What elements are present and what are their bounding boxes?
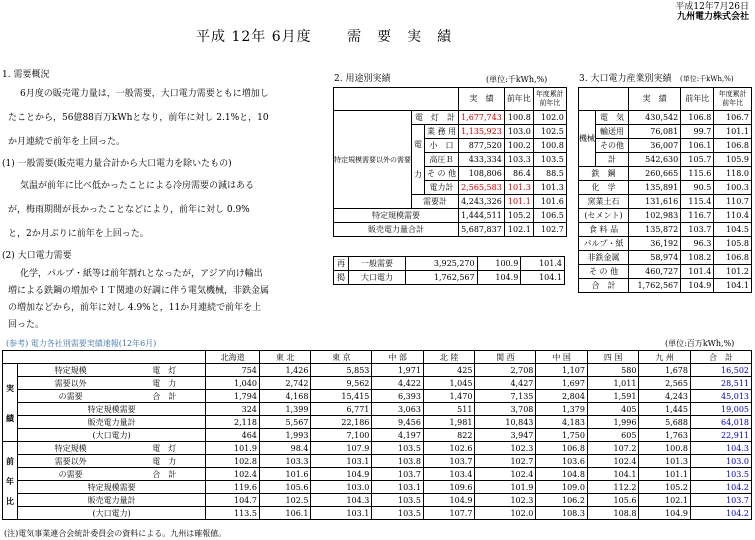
value-cell: 4,197 <box>372 429 424 442</box>
value-cell: 464 <box>206 429 260 442</box>
value-cell: 103.1 <box>372 481 424 494</box>
value-cell: 103.5 <box>372 442 424 455</box>
value-cell: 102.1 <box>639 494 691 507</box>
total-cell: 19,005 <box>690 403 751 416</box>
value-cell: 105.6 <box>587 494 639 507</box>
table-row: 鉄 鋼 260,665 115.6 118.0 <box>579 167 752 181</box>
value-cell: 102.4 <box>206 468 260 481</box>
section-3-unit: (単位:千kWh,%) <box>680 75 734 83</box>
table-row: 小 口 877,520 100.2 100.8 <box>334 139 567 153</box>
row-label: 特定規模 <box>18 364 124 377</box>
total-cell: 103.0 <box>690 455 751 468</box>
table-row: 再 一般需要 3,925,270 100.9 101.4 <box>334 257 565 271</box>
table-row <box>3 507 752 520</box>
value-cell: 101.9 <box>475 481 536 494</box>
subheading-1: (1) 一般需要(販売電力量合計から大口電力を除いたもの) <box>2 159 232 169</box>
industry-table <box>578 87 752 293</box>
value-cell: 4,243 <box>639 390 691 403</box>
group-label: 特定規模需要以外の需要 <box>334 111 412 209</box>
row-label: 特定規模 <box>18 442 124 455</box>
side-label <box>3 442 18 520</box>
section-1-text <box>2 68 328 334</box>
row-label: 販売電力量計 <box>18 416 206 429</box>
value-cell: 580 <box>587 364 639 377</box>
total-cell: 28,511 <box>690 377 751 390</box>
value-cell: 10,843 <box>475 416 536 429</box>
table-row <box>3 403 752 416</box>
value-cell: 104.1 <box>587 468 639 481</box>
value-cell: 5,567 <box>259 416 311 429</box>
company-name: 九州電力株式会社 <box>676 12 749 22</box>
value-cell: 98.4 <box>259 442 311 455</box>
table-row: 窯業土石 131,616 115.4 110.7 <box>579 195 752 209</box>
value-cell: 4,168 <box>259 390 311 403</box>
value-cell: 101.3 <box>639 455 691 468</box>
value-cell: 109.0 <box>536 481 588 494</box>
value-cell: 112.2 <box>587 481 639 494</box>
value-cell: 15,415 <box>311 390 372 403</box>
side-label-char: 実 <box>6 382 14 393</box>
value-cell: 103.5 <box>372 507 424 520</box>
value-cell: 1,763 <box>639 429 691 442</box>
row-sublabel: 電 灯 <box>123 364 206 377</box>
table-row <box>3 455 752 468</box>
section-4-unit: (単位:百万kWh,%) <box>665 339 735 348</box>
table-row <box>3 416 752 429</box>
value-cell: 605 <box>587 429 639 442</box>
table-row: 合 計 1,762,567 104.9 104.1 <box>579 279 752 293</box>
value-cell: 113.5 <box>206 507 260 520</box>
value-cell: 106.2 <box>536 494 588 507</box>
value-cell: 102.6 <box>423 442 475 455</box>
value-cell: 102.5 <box>259 494 311 507</box>
total-cell: 104.2 <box>690 481 751 494</box>
table-row: その他 36,007 106.1 106.8 <box>579 139 752 153</box>
value-cell: 1,993 <box>259 429 311 442</box>
value-cell: 109.6 <box>423 481 475 494</box>
value-cell: 3,947 <box>475 429 536 442</box>
value-cell: 1,045 <box>423 377 475 390</box>
section-2-heading: 2. 用途別実績 <box>334 74 391 84</box>
value-cell: 107.2 <box>587 442 639 455</box>
table-row <box>3 390 752 403</box>
table-row: 需要計 4,243,326 101.1 101.6 <box>334 195 567 209</box>
value-cell: 1,379 <box>536 403 588 416</box>
value-cell: 9,562 <box>311 377 372 390</box>
value-cell: 511 <box>423 403 475 416</box>
total-cell: 104.2 <box>690 507 751 520</box>
table-row: 特定規模需要以外の需要 電 灯 計 1,677,743 100.8 102.0 <box>334 111 567 125</box>
company-header-row: 北海道 東 北 東 京 中 部 北 陸 関 西 中 国 四 国 九 州 合 計 <box>3 351 752 364</box>
value-cell: 6,771 <box>311 403 372 416</box>
value-cell: 324 <box>206 403 260 416</box>
value-cell: 108.3 <box>536 507 588 520</box>
table-row: 化 学 135,891 90.5 100.3 <box>579 181 752 195</box>
value-cell: 1,697 <box>536 377 588 390</box>
value-cell: 425 <box>423 364 475 377</box>
value-cell: 103.6 <box>536 455 588 468</box>
table-row: 高圧Ｂ 433,334 103.3 103.5 <box>334 153 567 167</box>
value-cell: 1,426 <box>259 364 311 377</box>
value-cell: 103.7 <box>423 455 475 468</box>
value-cell: 101.6 <box>259 468 311 481</box>
side-label-char: 績 <box>6 412 14 423</box>
total-cell: 64,018 <box>690 416 751 429</box>
table-row: 電力計 2,565,583 101.3 101.3 <box>334 181 567 195</box>
table-row: そ の 他 460,727 101.4 101.2 <box>579 265 752 279</box>
para-3: 化学，パルプ・紙等は前年割れとなったが，アジア向け輸出 増による鉄鋼の増加やＩＴ関連の好調に伴う電気機械，非鉄金属 の増加などから，前年に対し 4.9%と，11か月連続で前年を上 回った。 <box>8 269 270 330</box>
value-cell: 119.6 <box>206 481 260 494</box>
value-cell: 1,591 <box>587 390 639 403</box>
value-cell: 1,996 <box>587 416 639 429</box>
value-cell: 5,853 <box>311 364 372 377</box>
table-row <box>3 481 752 494</box>
value-cell: 1,011 <box>587 377 639 390</box>
value-cell: 5,688 <box>639 416 691 429</box>
section-4-heading: (参考) 電力各社別需要実績速報(12年6月) <box>6 339 157 348</box>
table-row: 非鉄金属 58,974 108.2 106.8 <box>579 251 752 265</box>
table-row: 機械 電 気 430,542 106.8 106.7 <box>579 111 752 125</box>
value-cell: 101.9 <box>206 442 260 455</box>
value-cell: 104.9 <box>423 494 475 507</box>
company-table <box>2 350 752 520</box>
row-sublabel: 合 計 <box>123 468 206 481</box>
value-cell: 1,107 <box>536 364 588 377</box>
value-cell: 103.8 <box>372 455 424 468</box>
value-cell: 107.7 <box>423 507 475 520</box>
row-label: 需要以外 <box>18 455 124 468</box>
total-cell: 103.7 <box>690 494 751 507</box>
subheading-2: (2) 大口電力需要 <box>2 251 72 261</box>
row-label: 特定規模需要 <box>18 481 206 494</box>
value-cell: 102.7 <box>475 455 536 468</box>
value-cell: 3,708 <box>475 403 536 416</box>
value-cell: 4,422 <box>372 377 424 390</box>
value-cell: 107.9 <box>311 442 372 455</box>
value-cell: 102.0 <box>475 507 536 520</box>
row-sublabel: 電 力 <box>123 455 206 468</box>
table-row <box>3 442 752 455</box>
value-cell: 105.6 <box>259 481 311 494</box>
value-cell: 9,456 <box>372 416 424 429</box>
value-cell: 103.5 <box>372 494 424 507</box>
row-label: 特定規模需要 <box>18 403 206 416</box>
total-cell: 16,502 <box>690 364 751 377</box>
value-cell: 1,971 <box>372 364 424 377</box>
page-title: 平成 12年 6月度 需 要 実 績 <box>196 29 453 45</box>
value-cell: 108.8 <box>587 507 639 520</box>
value-cell: 106.8 <box>536 442 588 455</box>
table-row: 計 542,630 105.7 105.9 <box>579 153 752 167</box>
table-row: 食 料 品 135,872 103.7 104.5 <box>579 223 752 237</box>
value-cell: 104.9 <box>311 468 372 481</box>
section-1-heading: 1. 需要概況 <box>2 70 50 80</box>
total-cell: 45,013 <box>690 390 751 403</box>
row-label: の需要 <box>18 390 124 403</box>
value-cell: 102.4 <box>587 455 639 468</box>
report-date: 平成12年7月26日 <box>675 2 749 12</box>
value-cell: 1,794 <box>206 390 260 403</box>
value-cell: 104.7 <box>206 494 260 507</box>
row-label: (大口電力) <box>18 429 206 442</box>
para-2: 気温が前年に比べ低かったことによる冷房需要の減はある が，梅雨期間が長かったことなどにより，前年に対し 0.9% と，2か月ぶりに前年を上回った。 <box>8 181 255 239</box>
side-label-char: 年 <box>6 475 14 486</box>
table-row: 電 力 業 務 用 1,135,923 103.0 102.5 <box>334 125 567 139</box>
value-cell: 102.3 <box>475 494 536 507</box>
total-cell: 22,911 <box>690 429 751 442</box>
value-cell: 2,804 <box>536 390 588 403</box>
table-row <box>3 377 752 390</box>
row-sublabel: 電 力 <box>123 377 206 390</box>
table-row <box>3 429 752 442</box>
table-row: 掲 大口電力 1,762,567 104.9 104.1 <box>334 271 565 285</box>
total-cell: 104.3 <box>690 442 751 455</box>
reprint-table <box>333 256 565 285</box>
value-cell: 7,135 <box>475 390 536 403</box>
table-row: (セメント) 102,983 116.7 110.4 <box>579 209 752 223</box>
value-cell: 100.8 <box>639 442 691 455</box>
value-cell: 1,040 <box>206 377 260 390</box>
table-row: 特定規模需要 1,444,511 105.2 106.5 <box>334 209 567 223</box>
value-cell: 2,708 <box>475 364 536 377</box>
para-1: 6月度の販売電力量は，一般需要，大口電力需要ともに増加し たことから，56億88百万kWhとなり，前年に対し 2.1%と，10 か月連続で前年を上回った。 <box>8 89 269 147</box>
value-cell: 3,063 <box>372 403 424 416</box>
value-cell: 4,183 <box>536 416 588 429</box>
value-cell: 2,118 <box>206 416 260 429</box>
value-cell: 104.9 <box>639 507 691 520</box>
value-cell: 22,186 <box>311 416 372 429</box>
value-cell: 754 <box>206 364 260 377</box>
table-header: 実 績 前年比 年度累計 前年比 <box>334 88 567 111</box>
value-cell: 106.1 <box>259 507 311 520</box>
value-cell: 104.3 <box>311 494 372 507</box>
table-header: 実 績 前年比 年度累計 前年比 <box>579 88 752 111</box>
value-cell: 822 <box>423 429 475 442</box>
section-2-unit: (単位:千kWh,%) <box>486 75 548 84</box>
table-row: 販売電力量合計 5,687,837 102.1 102.7 <box>334 223 567 237</box>
value-cell: 102.3 <box>475 442 536 455</box>
table-row <box>3 364 752 377</box>
side-label-char: 比 <box>6 495 14 506</box>
footnote: (注)電気事業連合会統計委員会の資料による。九州は確報値。 <box>4 529 227 538</box>
row-label: 販売電力量計 <box>18 494 206 507</box>
value-cell: 4,427 <box>475 377 536 390</box>
value-cell: 103.7 <box>372 468 424 481</box>
usage-table <box>333 87 567 237</box>
row-label: の需要 <box>18 468 124 481</box>
table-row <box>3 494 752 507</box>
value-cell: 1,981 <box>423 416 475 429</box>
value-cell: 103.3 <box>259 455 311 468</box>
value-cell: 103.4 <box>423 468 475 481</box>
value-cell: 105.2 <box>639 481 691 494</box>
table-row: 輸送用 76,081 99.7 101.1 <box>579 125 752 139</box>
value-cell: 1,750 <box>536 429 588 442</box>
value-cell: 1,678 <box>639 364 691 377</box>
value-cell: 102.8 <box>206 455 260 468</box>
value-cell: 2,742 <box>259 377 311 390</box>
table-row <box>3 468 752 481</box>
total-cell: 103.5 <box>690 468 751 481</box>
table-row: そ の 他 108,806 86.4 88.5 <box>334 167 567 181</box>
value-cell: 1,470 <box>423 390 475 403</box>
value-cell: 1,445 <box>639 403 691 416</box>
section-3-heading: 3. 大口電力産業別実績 <box>579 74 672 84</box>
value-cell: 102.4 <box>475 468 536 481</box>
value-cell: 101.1 <box>639 468 691 481</box>
value-cell: 103.1 <box>311 455 372 468</box>
table-row: パルプ・紙 36,192 96.3 105.8 <box>579 237 752 251</box>
value-cell: 103.0 <box>311 481 372 494</box>
value-cell: 1,399 <box>259 403 311 416</box>
side-label-char: 前 <box>6 455 14 466</box>
row-sublabel: 合 計 <box>123 390 206 403</box>
value-cell: 2,565 <box>639 377 691 390</box>
side-label <box>3 364 18 442</box>
row-label: (大口電力) <box>18 507 206 520</box>
value-cell: 7,100 <box>311 429 372 442</box>
value-cell: 405 <box>587 403 639 416</box>
value-cell: 104.8 <box>536 468 588 481</box>
value-cell: 103.1 <box>311 507 372 520</box>
value-cell: 6,393 <box>372 390 424 403</box>
row-sublabel: 電 灯 <box>123 442 206 455</box>
row-label: 需要以外 <box>18 377 124 390</box>
